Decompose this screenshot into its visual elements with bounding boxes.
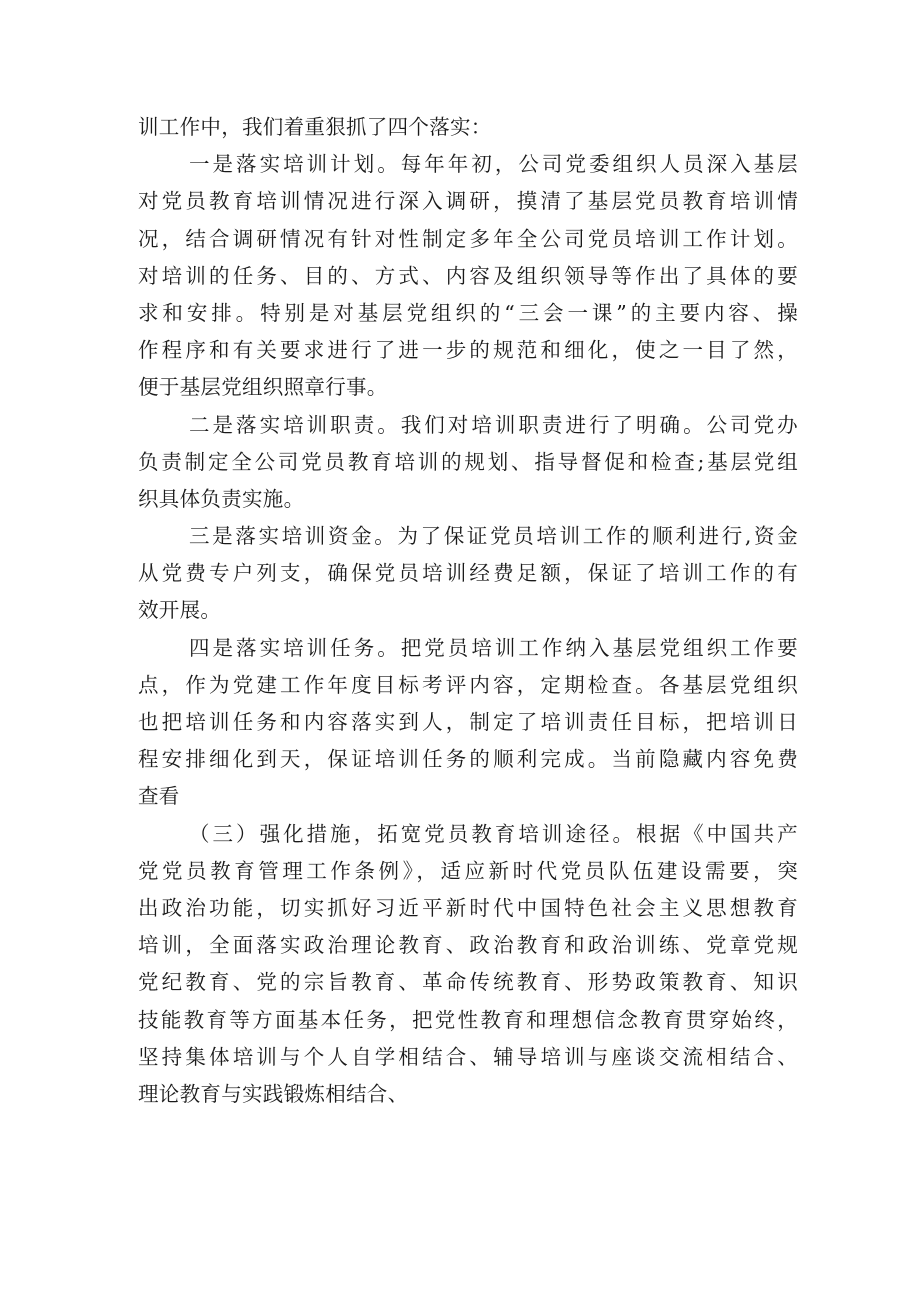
text-line: 程安排细化到天，保证培训任务的顺利完成。当前隐藏内容免费 bbox=[138, 747, 798, 772]
text-line: 对培训的任务、目的、方式、内容及组织领导等作出了具体的要 bbox=[138, 263, 798, 288]
text-line: 党党员教育管理工作条例》，适应新时代党员队伍建设需要，突 bbox=[138, 858, 798, 883]
text-line: 一是落实培训计划。每年年初，公司党委组织人员深入基层 bbox=[189, 152, 798, 177]
paragraph-item-2 bbox=[138, 407, 798, 519]
text-line: 况，结合调研情况有针对性制定多年全公司党员培训工作计划。 bbox=[138, 226, 798, 251]
text-line: 坚持集体培训与个人自学相结合、辅导培训与座谈交流相结合、 bbox=[138, 1044, 798, 1069]
document-page bbox=[138, 109, 798, 1113]
text-line: 三是落实培训资金。为了保证党员培训工作的顺利进行,资金 bbox=[189, 524, 798, 549]
text-line: 织具体负责实施。 bbox=[138, 486, 305, 511]
paragraph-intro bbox=[138, 109, 798, 146]
paragraph-item-1 bbox=[138, 146, 798, 406]
text-line: 对党员教育培训情况进行深入调研，摸清了基层党员教育培训情 bbox=[138, 189, 798, 214]
text-line: 点，作为党建工作年度目标考评内容，定期检查。各基层党组织 bbox=[138, 672, 798, 697]
text-line: 四是落实培训任务。把党员培训工作纳入基层党组织工作要 bbox=[189, 635, 798, 660]
text-line: 二是落实培训职责。我们对培训职责进行了明确。公司党办 bbox=[189, 412, 798, 437]
text-line: 理论教育与实践锻炼相结合、 bbox=[138, 1081, 409, 1106]
text-line: 负责制定全公司党员教育培训的规划、指导督促和检查;基层党组 bbox=[138, 449, 798, 474]
text-line: 也把培训任务和内容落实到人，制定了培训责任目标，把培训日 bbox=[138, 710, 798, 734]
text-line: 从党费专户列支，确保党员培训经费足额，保证了培训工作的有 bbox=[138, 561, 798, 586]
paragraph-item-4 bbox=[138, 630, 798, 816]
text-line: 培训，全面落实政治理论教育、政治教育和政治训练、党章党规 bbox=[138, 933, 798, 958]
text-line: 技能教育等方面基本任务，把党性教育和理想信念教育贯穿始终， bbox=[138, 1007, 798, 1032]
text-line: 出政治功能，切实抓好习近平新时代中国特色社会主义思想教育 bbox=[138, 895, 798, 920]
text-line: 党纪教育、党的宗旨教育、革命传统教育、形势政策教育、知识 bbox=[138, 970, 798, 995]
text-line: 便于基层党组织照章行事。 bbox=[138, 375, 388, 400]
text-line: 作程序和有关要求进行了进一步的规范和细化，使之一目了然， bbox=[138, 338, 798, 363]
text-line: 效开展。 bbox=[138, 598, 222, 623]
paragraph-item-3 bbox=[138, 518, 798, 630]
text-line: 求和安排。特别是对基层党组织的“三会一课”的主要内容、操 bbox=[138, 300, 798, 325]
text-line: （三）强化措施，拓宽党员教育培训途径。根据《中国共产 bbox=[189, 821, 798, 846]
paragraph-section-3 bbox=[138, 816, 798, 1114]
text-line: 训工作中，我们着重狠抓了四个落实： bbox=[138, 115, 492, 139]
text-line: 查看 bbox=[138, 784, 180, 809]
